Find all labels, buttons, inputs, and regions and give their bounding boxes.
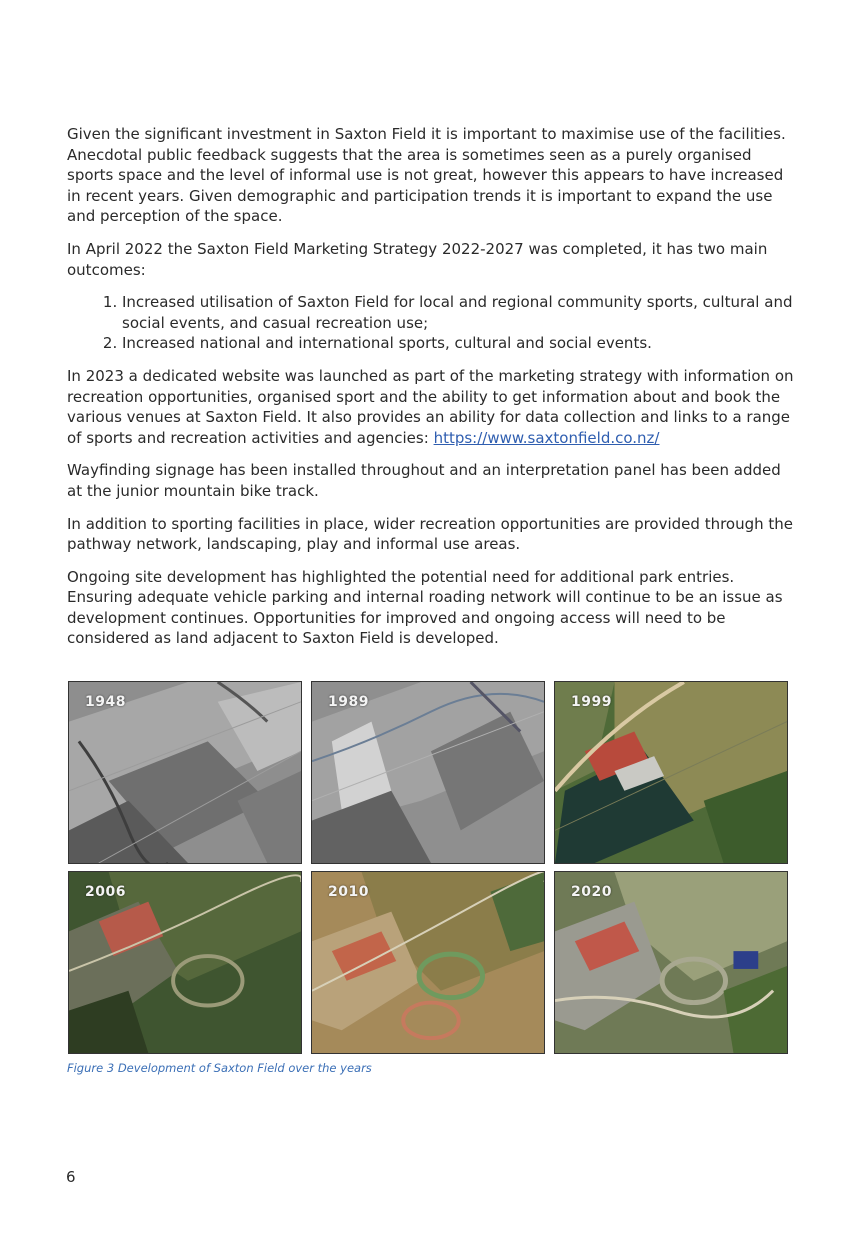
aerial-photo-2010 (311, 871, 545, 1054)
year-label: 2010 (328, 884, 369, 900)
list-item: 1. Increased utilisation of Saxton Field for local and regional community sports, cultural and social events, and casual recreation use; (122, 292, 795, 333)
year-label: 2006 (85, 884, 126, 900)
aerial-photo-grid (68, 681, 790, 1056)
year-label: 1948 (85, 694, 126, 710)
page-number: 6 (66, 1168, 76, 1186)
paragraph-website (67, 366, 795, 448)
paragraph-recreation: In addition to sporting facilities in place, wider recreation opportunities are provided through the pathway network, landscaping, play and informal use areas. (67, 514, 794, 554)
year-label: 1989 (328, 694, 369, 710)
aerial-photo-1989 (311, 681, 545, 864)
body-text (67, 124, 795, 661)
list-item: 2. Increased national and international sports, cultural and social events. (122, 333, 795, 354)
paragraph-investment: Given the significant investment in Saxton Field it is important to maximise use of the facilities. Anecdotal public feedback suggests that the area is sometimes seen as a purely organised sports space and the level of informal use is not great, however this appears to have increased in recent years. Given demographic and participation trends it is important to expand the use and perception of the space. (67, 125, 786, 226)
aerial-photo-2006 (68, 871, 302, 1054)
year-label: 1999 (571, 694, 612, 710)
figure-caption: Figure 3 Development of Saxton Field over the years (67, 1061, 372, 1075)
aerial-photo-2020 (554, 871, 788, 1054)
paragraph-development: Ongoing site development has highlighted the potential need for additional park entries. Ensuring adequate vehicle parking and internal roading network will continue to be an issue as development continues. Opportunities for improved and ongoing access will need to be considered as land adjacent to Saxton Field is developed. (67, 567, 783, 648)
outcomes-list (67, 292, 795, 354)
year-label: 2020 (571, 884, 612, 900)
website-text: In 2023 a dedicated website was launched as part of the marketing strategy with information on recreation opportunities, organised sport and the ability to get information about and book the various venues at Saxton Field. It also provides an ability for data collection and links to a range of sports and recreation activities and agencies: (67, 366, 794, 447)
paragraph-marketing-strategy: In April 2022 the Saxton Field Marketing Strategy 2022-2027 was completed, it has two main outcomes: (67, 239, 768, 279)
aerial-photo-1948 (68, 681, 302, 864)
website-link[interactable]: https://www.saxtonfield.co.nz/ (433, 428, 660, 447)
aerial-photo-1999 (554, 681, 788, 864)
paragraph-wayfinding: Wayfinding signage has been installed throughout and an interpretation panel has been added at the junior mountain bike track. (67, 461, 781, 500)
